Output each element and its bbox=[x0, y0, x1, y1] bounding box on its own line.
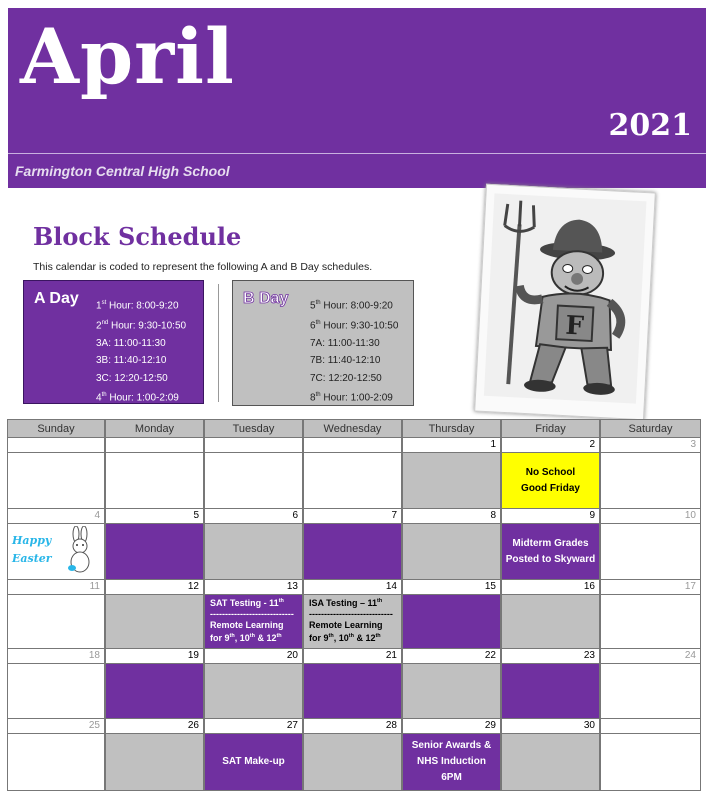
calendar-day-cell[interactable] bbox=[501, 524, 600, 580]
calendar-day-cell[interactable] bbox=[204, 453, 303, 509]
calendar-day-cell[interactable] bbox=[600, 664, 701, 719]
day-header-thursday: Thursday bbox=[402, 419, 501, 438]
calendar-day-cell[interactable] bbox=[105, 524, 204, 580]
calendar-day-cell[interactable] bbox=[402, 734, 501, 791]
date-number: 14 bbox=[303, 580, 402, 595]
date-number: 21 bbox=[303, 649, 402, 664]
schedule-divider bbox=[218, 284, 219, 402]
year-title: 2021 bbox=[608, 108, 692, 143]
date-number: 20 bbox=[204, 649, 303, 664]
date-number: 30 bbox=[501, 719, 600, 734]
date-number: 29 bbox=[402, 719, 501, 734]
date-number: 2 bbox=[501, 438, 600, 453]
calendar-day-cell[interactable] bbox=[7, 524, 105, 580]
calendar-day-cell[interactable] bbox=[204, 664, 303, 719]
b-day-time-row: 7B: 11:40-12:10 bbox=[310, 355, 381, 367]
block-schedule-description: This calendar is coded to represent the following A and B Day schedules. bbox=[33, 261, 373, 273]
calendar-day-cell[interactable] bbox=[501, 453, 600, 509]
day-header-sunday: Sunday bbox=[7, 419, 105, 438]
date-number: 26 bbox=[105, 719, 204, 734]
day-header-monday: Monday bbox=[105, 419, 204, 438]
date-number bbox=[600, 719, 701, 734]
date-number: 7 bbox=[303, 509, 402, 524]
calendar-day-cell[interactable] bbox=[204, 595, 303, 649]
calendar-day-cell[interactable] bbox=[303, 524, 402, 580]
date-number bbox=[7, 438, 105, 453]
date-number: 19 bbox=[105, 649, 204, 664]
date-number bbox=[204, 438, 303, 453]
date-number: 16 bbox=[501, 580, 600, 595]
a-day-time-row: 1st Hour: 8:00-9:20 bbox=[96, 300, 179, 312]
date-number: 24 bbox=[600, 649, 701, 664]
calendar-day-cell[interactable] bbox=[105, 595, 204, 649]
date-number: 3 bbox=[600, 438, 701, 453]
calendar-day-cell[interactable] bbox=[501, 734, 600, 791]
date-number: 28 bbox=[303, 719, 402, 734]
a-day-box bbox=[23, 280, 204, 404]
a-day-time-row: 3C: 12:20-12:50 bbox=[96, 372, 168, 384]
b-day-time-row: 7A: 11:00-11:30 bbox=[310, 337, 380, 349]
month-title: April bbox=[20, 12, 235, 101]
date-number bbox=[105, 438, 204, 453]
school-bar bbox=[8, 153, 706, 188]
event-text: Good Friday bbox=[521, 482, 580, 494]
a-day-time-row: 3A: 11:00-11:30 bbox=[96, 337, 166, 349]
calendar-day-cell[interactable] bbox=[402, 453, 501, 509]
event-text: Midterm Grades bbox=[512, 537, 589, 549]
day-header-saturday: Saturday bbox=[600, 419, 701, 438]
title-banner bbox=[8, 8, 706, 153]
event-text: SAT Testing - 11th ---------------------------- Remote Learning for 9th, 10th & 12th bbox=[210, 598, 294, 643]
calendar-day-cell[interactable] bbox=[204, 524, 303, 580]
a-day-times bbox=[96, 295, 186, 407]
date-number: 12 bbox=[105, 580, 204, 595]
b-day-time-row: 6th Hour: 9:30-10:50 bbox=[310, 319, 399, 332]
calendar-day-cell[interactable] bbox=[105, 664, 204, 719]
a-day-time-row: 2nd Hour: 9:30-10:50 bbox=[96, 319, 187, 332]
block-schedule-title: Block Schedule bbox=[33, 222, 242, 251]
date-number: 6 bbox=[204, 509, 303, 524]
date-number: 13 bbox=[204, 580, 303, 595]
b-day-time-row: 8th Hour: 1:00-2:09 bbox=[310, 392, 393, 404]
event-text: No School bbox=[525, 466, 576, 478]
date-number: 17 bbox=[600, 580, 701, 595]
calendar-day-cell[interactable] bbox=[7, 453, 105, 509]
calendar-day-cell[interactable] bbox=[303, 664, 402, 719]
date-number: 10 bbox=[600, 509, 701, 524]
event-text: SAT Make-up bbox=[222, 756, 285, 767]
date-number: 11 bbox=[7, 580, 105, 595]
calendar-day-cell[interactable] bbox=[501, 664, 600, 719]
date-number: 9 bbox=[501, 509, 600, 524]
date-number: 8 bbox=[402, 509, 501, 524]
mascot-image bbox=[474, 184, 656, 421]
date-number: 18 bbox=[7, 649, 105, 664]
date-number: 4 bbox=[7, 509, 105, 524]
date-number: 25 bbox=[7, 719, 105, 734]
calendar-day-cell[interactable] bbox=[600, 524, 701, 580]
farmer-mascot-illustration bbox=[475, 185, 655, 419]
event-text: NHS Induction bbox=[417, 756, 486, 767]
calendar-day-cell[interactable] bbox=[7, 734, 105, 791]
calendar-day-cell[interactable] bbox=[600, 595, 701, 649]
date-number: 23 bbox=[501, 649, 600, 664]
a-day-time-row: 3B: 11:40-12:10 bbox=[96, 355, 167, 367]
event-text: Senior Awards & bbox=[411, 740, 492, 751]
calendar-day-cell[interactable] bbox=[402, 595, 501, 649]
calendar-grid bbox=[7, 419, 701, 791]
date-number: 1 bbox=[402, 438, 501, 453]
date-number: 22 bbox=[402, 649, 501, 664]
a-day-time-row: 4th Hour: 1:00-2:09 bbox=[96, 392, 179, 404]
event-text: 6PM bbox=[441, 772, 462, 783]
b-day-box bbox=[232, 280, 414, 406]
calendar-day-cell[interactable] bbox=[402, 524, 501, 580]
school-name: Farmington Central High School bbox=[15, 163, 230, 179]
calendar-day-cell[interactable] bbox=[303, 595, 402, 649]
date-number: 15 bbox=[402, 580, 501, 595]
b-day-times bbox=[310, 295, 398, 407]
easter-bunny-icon bbox=[64, 526, 98, 574]
a-day-label: A Day bbox=[34, 290, 79, 307]
calendar-day-cell[interactable] bbox=[600, 453, 701, 509]
day-header-wednesday: Wednesday bbox=[303, 419, 402, 438]
event-text: ISA Testing – 11th ---------------------------- Remote Learning for 9th, 10th & 12th bbox=[309, 598, 393, 643]
day-header-tuesday: Tuesday bbox=[204, 419, 303, 438]
b-day-label: B Day bbox=[243, 290, 289, 307]
calendar-day-cell[interactable] bbox=[501, 595, 600, 649]
mascot-letter: F bbox=[564, 310, 585, 342]
b-day-time-row: 5th Hour: 8:00-9:20 bbox=[310, 300, 393, 312]
calendar-day-cell[interactable] bbox=[105, 453, 204, 509]
calendar-day-cell[interactable] bbox=[105, 734, 204, 791]
date-number bbox=[303, 438, 402, 453]
calendar-day-cell[interactable] bbox=[600, 734, 701, 791]
calendar-day-cell[interactable] bbox=[204, 734, 303, 791]
date-number: 5 bbox=[105, 509, 204, 524]
calendar-day-cell[interactable] bbox=[303, 453, 402, 509]
calendar-day-cell[interactable] bbox=[7, 664, 105, 719]
happy-easter-text: Happy Easter bbox=[12, 534, 52, 565]
day-header-friday: Friday bbox=[501, 419, 600, 438]
calendar-day-cell[interactable] bbox=[7, 595, 105, 649]
calendar-day-cell[interactable] bbox=[303, 734, 402, 791]
b-day-time-row: 7C: 12:20-12:50 bbox=[310, 372, 382, 384]
event-text: Posted to Skyward bbox=[505, 553, 596, 565]
date-number: 27 bbox=[204, 719, 303, 734]
calendar-day-cell[interactable] bbox=[402, 664, 501, 719]
